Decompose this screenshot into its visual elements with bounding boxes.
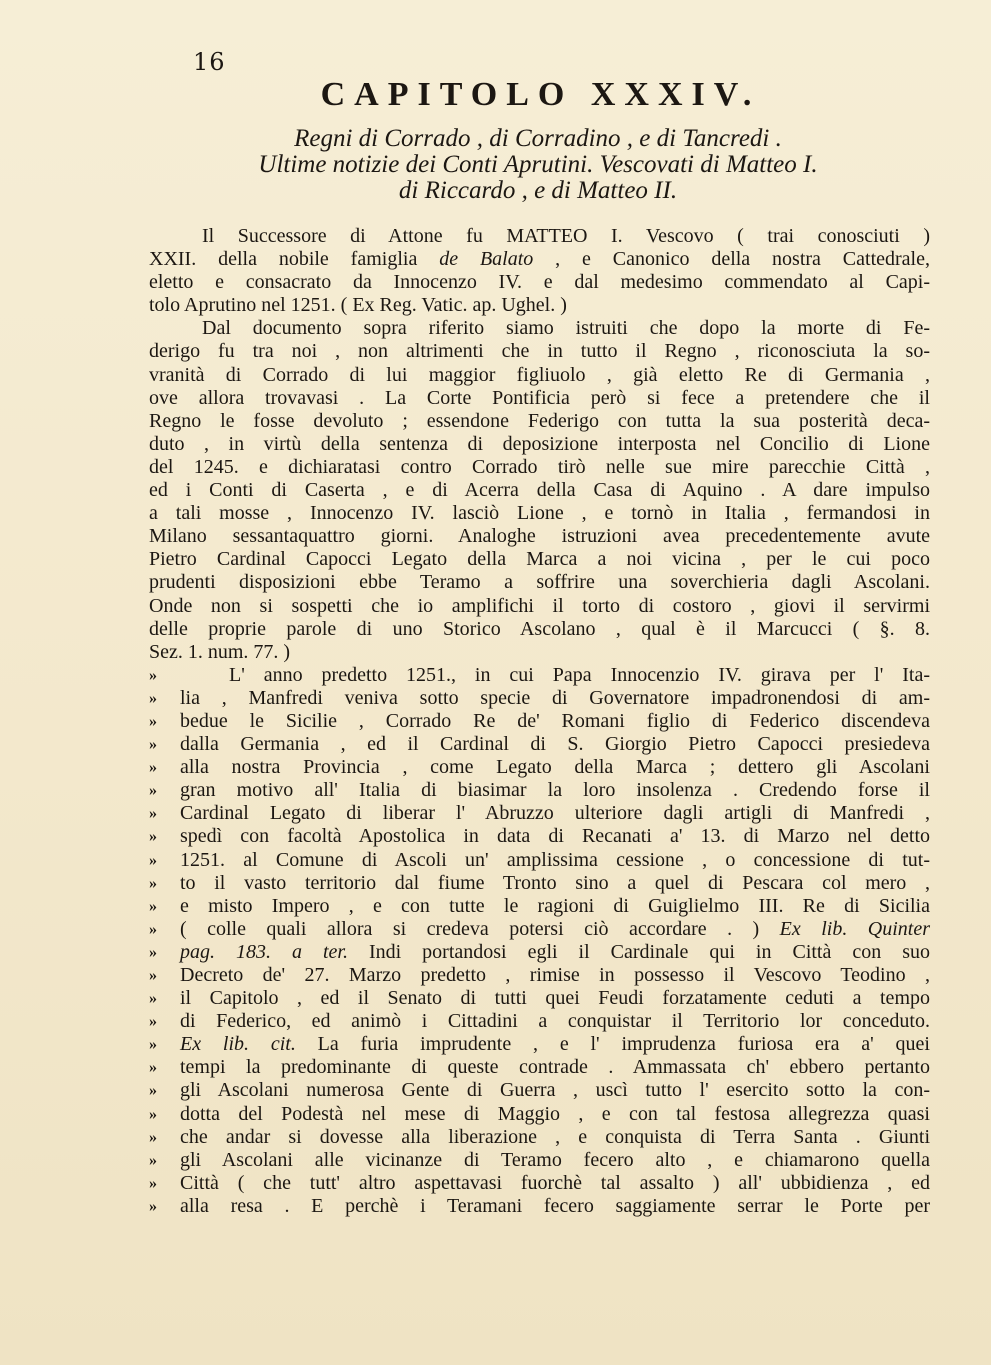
text-run: e misto Impero , e con tutte le ragioni di Guiglielmo III. Re di Sicilia [180,894,930,917]
text-run: gli Ascolani alle vicinanze di Teramo fecero alto , e chiamarono quella [180,1148,930,1171]
text-line [149,317,930,340]
text-run: Cardinal Legato di liberar l' Abruzzo ulteriore dagli artigli di Manfredi , [180,802,930,825]
text-run: tolo Aprutino nel 1251. ( Ex Reg. Vatic. ap. Ughel. ) [149,294,567,317]
text-run: dalla Germania , ed il Cardinal di S. Giorgio Pietro Capocci presiedeva [180,733,930,756]
text-line [149,479,930,502]
text-run: Pietro Cardinal Capocci Legato della Marca a noi vicina , per le cui poco [149,548,930,571]
quotation-mark: » [149,1151,157,1169]
chapter-subtitle [150,126,926,204]
text-line [149,1172,930,1195]
chapter-title: CAPITOLO XXXIV. [320,76,761,113]
text-run: il Capitolo , ed il Senato di tutti quei Feudi forzatamente ceduti a tempo [180,987,930,1010]
text-run: , e Canonico della nostra Cattedrale, [533,248,930,271]
text-line [149,756,930,779]
text-run: dotta del Podestà nel mese di Maggio , e con tal festosa allegrezza quasi [180,1102,930,1125]
quotation-mark: » [149,1036,157,1054]
italic-text: de Balato [439,248,534,271]
text-run: La furia imprudente , e l' imprudenza furiosa era a' quei [295,1033,930,1056]
text-line [149,1010,930,1033]
text-run: Sez. 1. num. 77. ) [149,640,291,663]
quotation-mark: » [149,782,157,800]
quotation-mark: » [149,1128,157,1146]
text-line [149,595,930,618]
italic-text: pag. 183. a ter. [180,940,348,963]
quotation-mark: » [149,1082,157,1100]
text-line [149,248,930,271]
text-run: a tali mosse , Innocenzo IV. lasciò Lione , e tornò in Italia , fermandosi in [149,502,930,525]
subtitle-line [150,126,926,152]
text-run: derigo fu tra noi , non altrimenti che in tutto il Regno , riconosciuta la so- [149,340,930,363]
text-line [149,687,930,710]
text-line [149,941,930,964]
text-run: XXII. della nobile famiglia [149,248,440,271]
text-run: delle proprie parole di uno Storico Ascolano , qual è il Marcucci ( §. 8. [149,617,930,640]
page-number: 16 [193,48,226,76]
quotation-mark: » [149,689,157,707]
body-text [149,225,930,1218]
text-run: di Federico, ed animò i Cittadini a conquistar il Territorio lor conceduto. [180,1010,930,1033]
text-run: Onde non si sospetti che io amplifichi il torto di costoro , giovi il servirmi [149,594,930,617]
quotation-mark: » [149,712,157,730]
quotation-mark: » [149,967,157,984]
text-line [149,618,930,641]
italic-text: di Riccardo , e di Matteo II. [398,177,678,204]
text-line [149,271,930,294]
quotation-mark: » [149,897,157,915]
quotation-mark: » [149,805,157,823]
quotation-mark: » [149,1013,157,1031]
text-run: Milano sessantaquattro giorni. Analoghe istruzioni avea precedentemente avute [149,525,930,548]
text-run: spedì con facoltà Apostolica in data di Recanati a' 13. di Marzo nel detto [180,825,930,848]
text-run: alla resa . E perchè i Teramani fecero saggiamente serrar le Porte per [180,1194,930,1217]
text-run: prudenti disposizioni ebbe Teramo a soffrire una soverchieria dagli Ascolani. [149,571,930,594]
text-run: duto , in virtù della sentenza di deposizione interposta nel Concilio di Lione [149,432,930,455]
text-line [149,641,930,664]
quotation-mark: » [149,736,157,754]
text-line [149,802,930,825]
text-line [149,1149,930,1172]
text-line [149,456,930,479]
text-line [149,1195,930,1218]
text-run: gran motivo all' Italia di biasimar la loro insolenza . Credendo forse il [180,779,930,802]
text-line [149,1033,930,1056]
quotation-mark: » [149,1174,157,1192]
text-line [149,872,930,895]
text-run: Città ( che tutt' altro aspettavasi fuorchè tal assalto ) all' ubbidienza , ed [180,1171,930,1194]
quotation-mark: » [149,1105,157,1123]
quotation-mark: » [149,666,157,684]
text-line [149,340,930,363]
text-line [149,1103,930,1126]
quotation-mark: » [149,1197,157,1215]
subtitle-line [150,178,926,204]
text-line [149,410,930,433]
text-run: Il Successore di Attone fu MATTEO I. Vescovo ( trai conosciuti ) [202,225,930,247]
quotation-mark: » [149,920,157,938]
text-run: alla nostra Provincia , come Legato della Marca ; dettero gli Ascolani [180,756,930,779]
italic-text: Ex lib. Quinter [779,917,930,940]
text-line [149,779,930,802]
text-line [149,849,930,872]
text-run: eletto e consacrato da Innocenzo IV. e dal medesimo commendato al Capi- [149,271,930,294]
quotation-mark: » [149,1059,157,1077]
text-line [149,710,930,733]
text-line [149,525,930,548]
text-line [149,1126,930,1149]
text-line [149,294,930,317]
text-line [149,548,930,571]
text-line [149,825,930,848]
text-line [149,502,930,525]
italic-text: Regni di Corrado , di Corradino , e di Tancredi . [294,125,782,152]
text-run: 1251. al Comune di Ascoli un' amplissima cessione , o concessione di tut- [180,848,930,871]
text-run: Decreto de' 27. Marzo predetto , rimise in possesso il Vescovo Teodino , [180,964,930,986]
text-run: del 1245. e dichiaratasi contro Corrado tirò nelle sue mire parecchie Città , [149,455,930,478]
quotation-mark: » [149,828,157,846]
text-line [149,387,930,410]
quotation-mark: » [149,874,157,892]
text-run: che andar si dovesse alla liberazione , e conquista di Terra Santa . Giunti [180,1125,930,1148]
quotation-mark: » [149,759,157,777]
text-line [149,433,930,456]
text-run: L' anno predetto 1251., in cui Papa Innocenzio IV. girava per l' Ita- [229,663,930,686]
text-run: Indi portandosi egli il Cardinale qui in Città con suo [347,940,930,963]
text-line [149,1056,930,1079]
text-run: to il vasto territorio dal fiume Tronto sino a quel di Pescara col mero , [180,871,930,894]
text-line [149,987,930,1010]
text-run: lia , Manfredi veniva sotto specie di Governatore impadronendosi di am- [180,686,930,709]
text-run: ( colle quali allora si credeva potersi ciò accordare . ) [180,917,780,940]
text-line [149,225,930,248]
text-line [149,918,930,941]
text-line [149,1079,930,1102]
text-run: vranità di Corrado di lui maggior figliuolo , già eletto Re di Germania , [149,363,930,386]
text-run: ove allora trovavasi . La Corte Pontificia però si fece a pretendere che il [149,386,930,409]
subtitle-line [150,152,926,178]
text-run: ed i Conti di Caserta , e di Acerra della Casa di Aquino . A dare impulso [149,479,930,502]
text-line [149,364,930,387]
quotation-mark: » [149,990,157,1008]
text-line [149,964,930,987]
italic-text: Ex lib. cit. [180,1033,296,1056]
text-run: tempi la predominante di queste contrade . Ammassata ch' ebbero pertanto [180,1056,930,1079]
text-run: bedue le Sicilie , Corrado Re de' Romani figlio di Federico discendeva [180,709,930,732]
text-run: Dal documento sopra riferito siamo istruiti che dopo la morte di Fe- [202,317,930,340]
text-run: Regno le fosse devoluto ; essendone Federigo con tutta la sua posterità deca- [149,409,930,432]
quotation-mark: » [149,851,157,869]
text-line [149,664,930,687]
italic-text: Ultime notizie dei Conti Aprutini. Vescovati di Matteo I. [258,151,818,178]
text-line [149,895,930,918]
text-line [149,733,930,756]
text-run: gli Ascolani numerosa Gente di Guerra , uscì tutto l' esercito sotto la con- [180,1079,930,1102]
quotation-mark: » [149,943,157,961]
text-line [149,571,930,594]
